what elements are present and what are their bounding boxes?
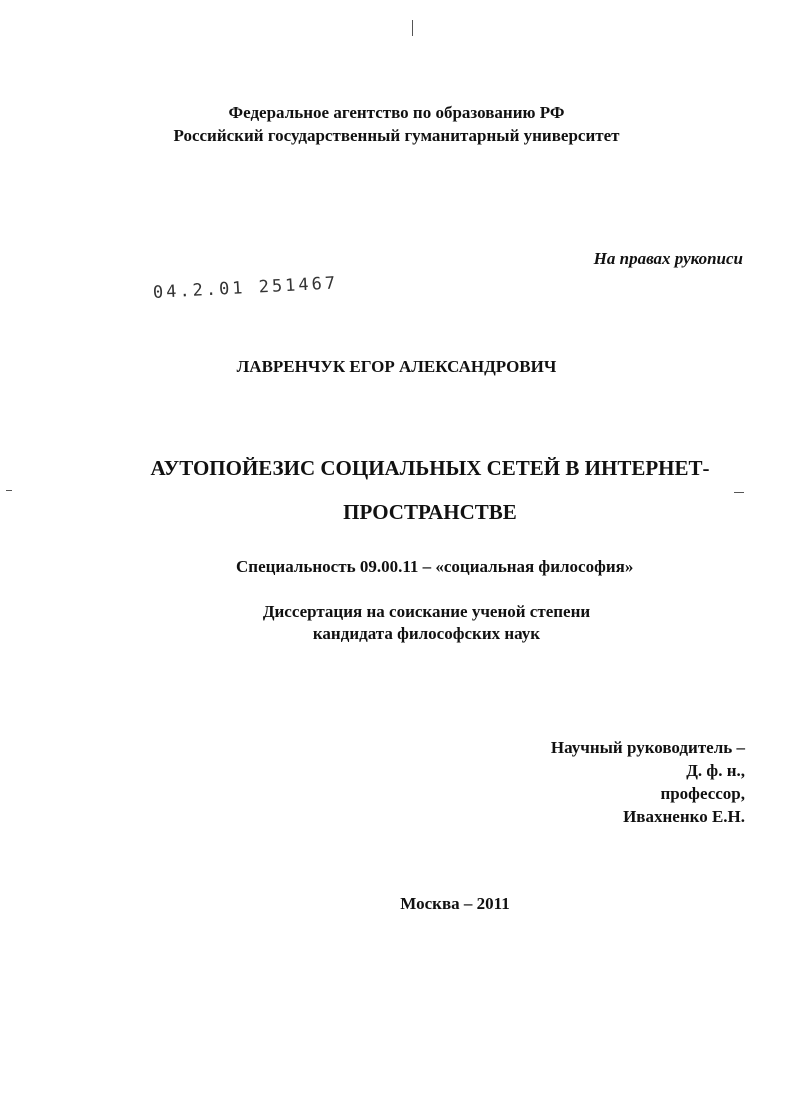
dissertation-title bbox=[130, 446, 730, 534]
scan-mark-left bbox=[6, 490, 12, 491]
author-name: ЛАВРЕНЧУК ЕГОР АЛЕКСАНДРОВИЧ bbox=[236, 357, 557, 376]
degree-statement bbox=[0, 601, 793, 645]
archive-stamp: 04.2.01 251467 bbox=[152, 273, 339, 303]
degree-line-1: Диссертация на соискание ученой степени bbox=[262, 602, 591, 621]
rights-note: На правах рукописи bbox=[593, 249, 743, 268]
supervisor-block bbox=[551, 736, 745, 828]
supervisor-name: Ивахненко Е.Н. bbox=[623, 807, 745, 826]
degree-line-2: кандидата философских наук bbox=[312, 624, 541, 643]
agency-name: Федеральное агентство по образованию РФ bbox=[228, 103, 565, 122]
city-year: Москва – 2011 bbox=[400, 894, 510, 913]
scan-mark-right bbox=[734, 492, 744, 493]
supervisor-title: профессор, bbox=[660, 784, 745, 803]
supervisor-label: Научный руководитель – bbox=[550, 738, 745, 757]
title-line-1: АУТОПОЙЕЗИС СОЦИАЛЬНЫХ СЕТЕЙ В ИНТЕРНЕТ- bbox=[150, 456, 710, 480]
title-line-2: ПРОСТРАНСТВЕ bbox=[343, 500, 517, 524]
specialty: Специальность 09.00.11 – «социальная философия» bbox=[236, 557, 634, 576]
supervisor-degree: Д. ф. н., bbox=[686, 761, 745, 780]
university-name: Российский государственный гуманитарный университет bbox=[173, 126, 620, 145]
scan-mark-top bbox=[412, 20, 413, 36]
